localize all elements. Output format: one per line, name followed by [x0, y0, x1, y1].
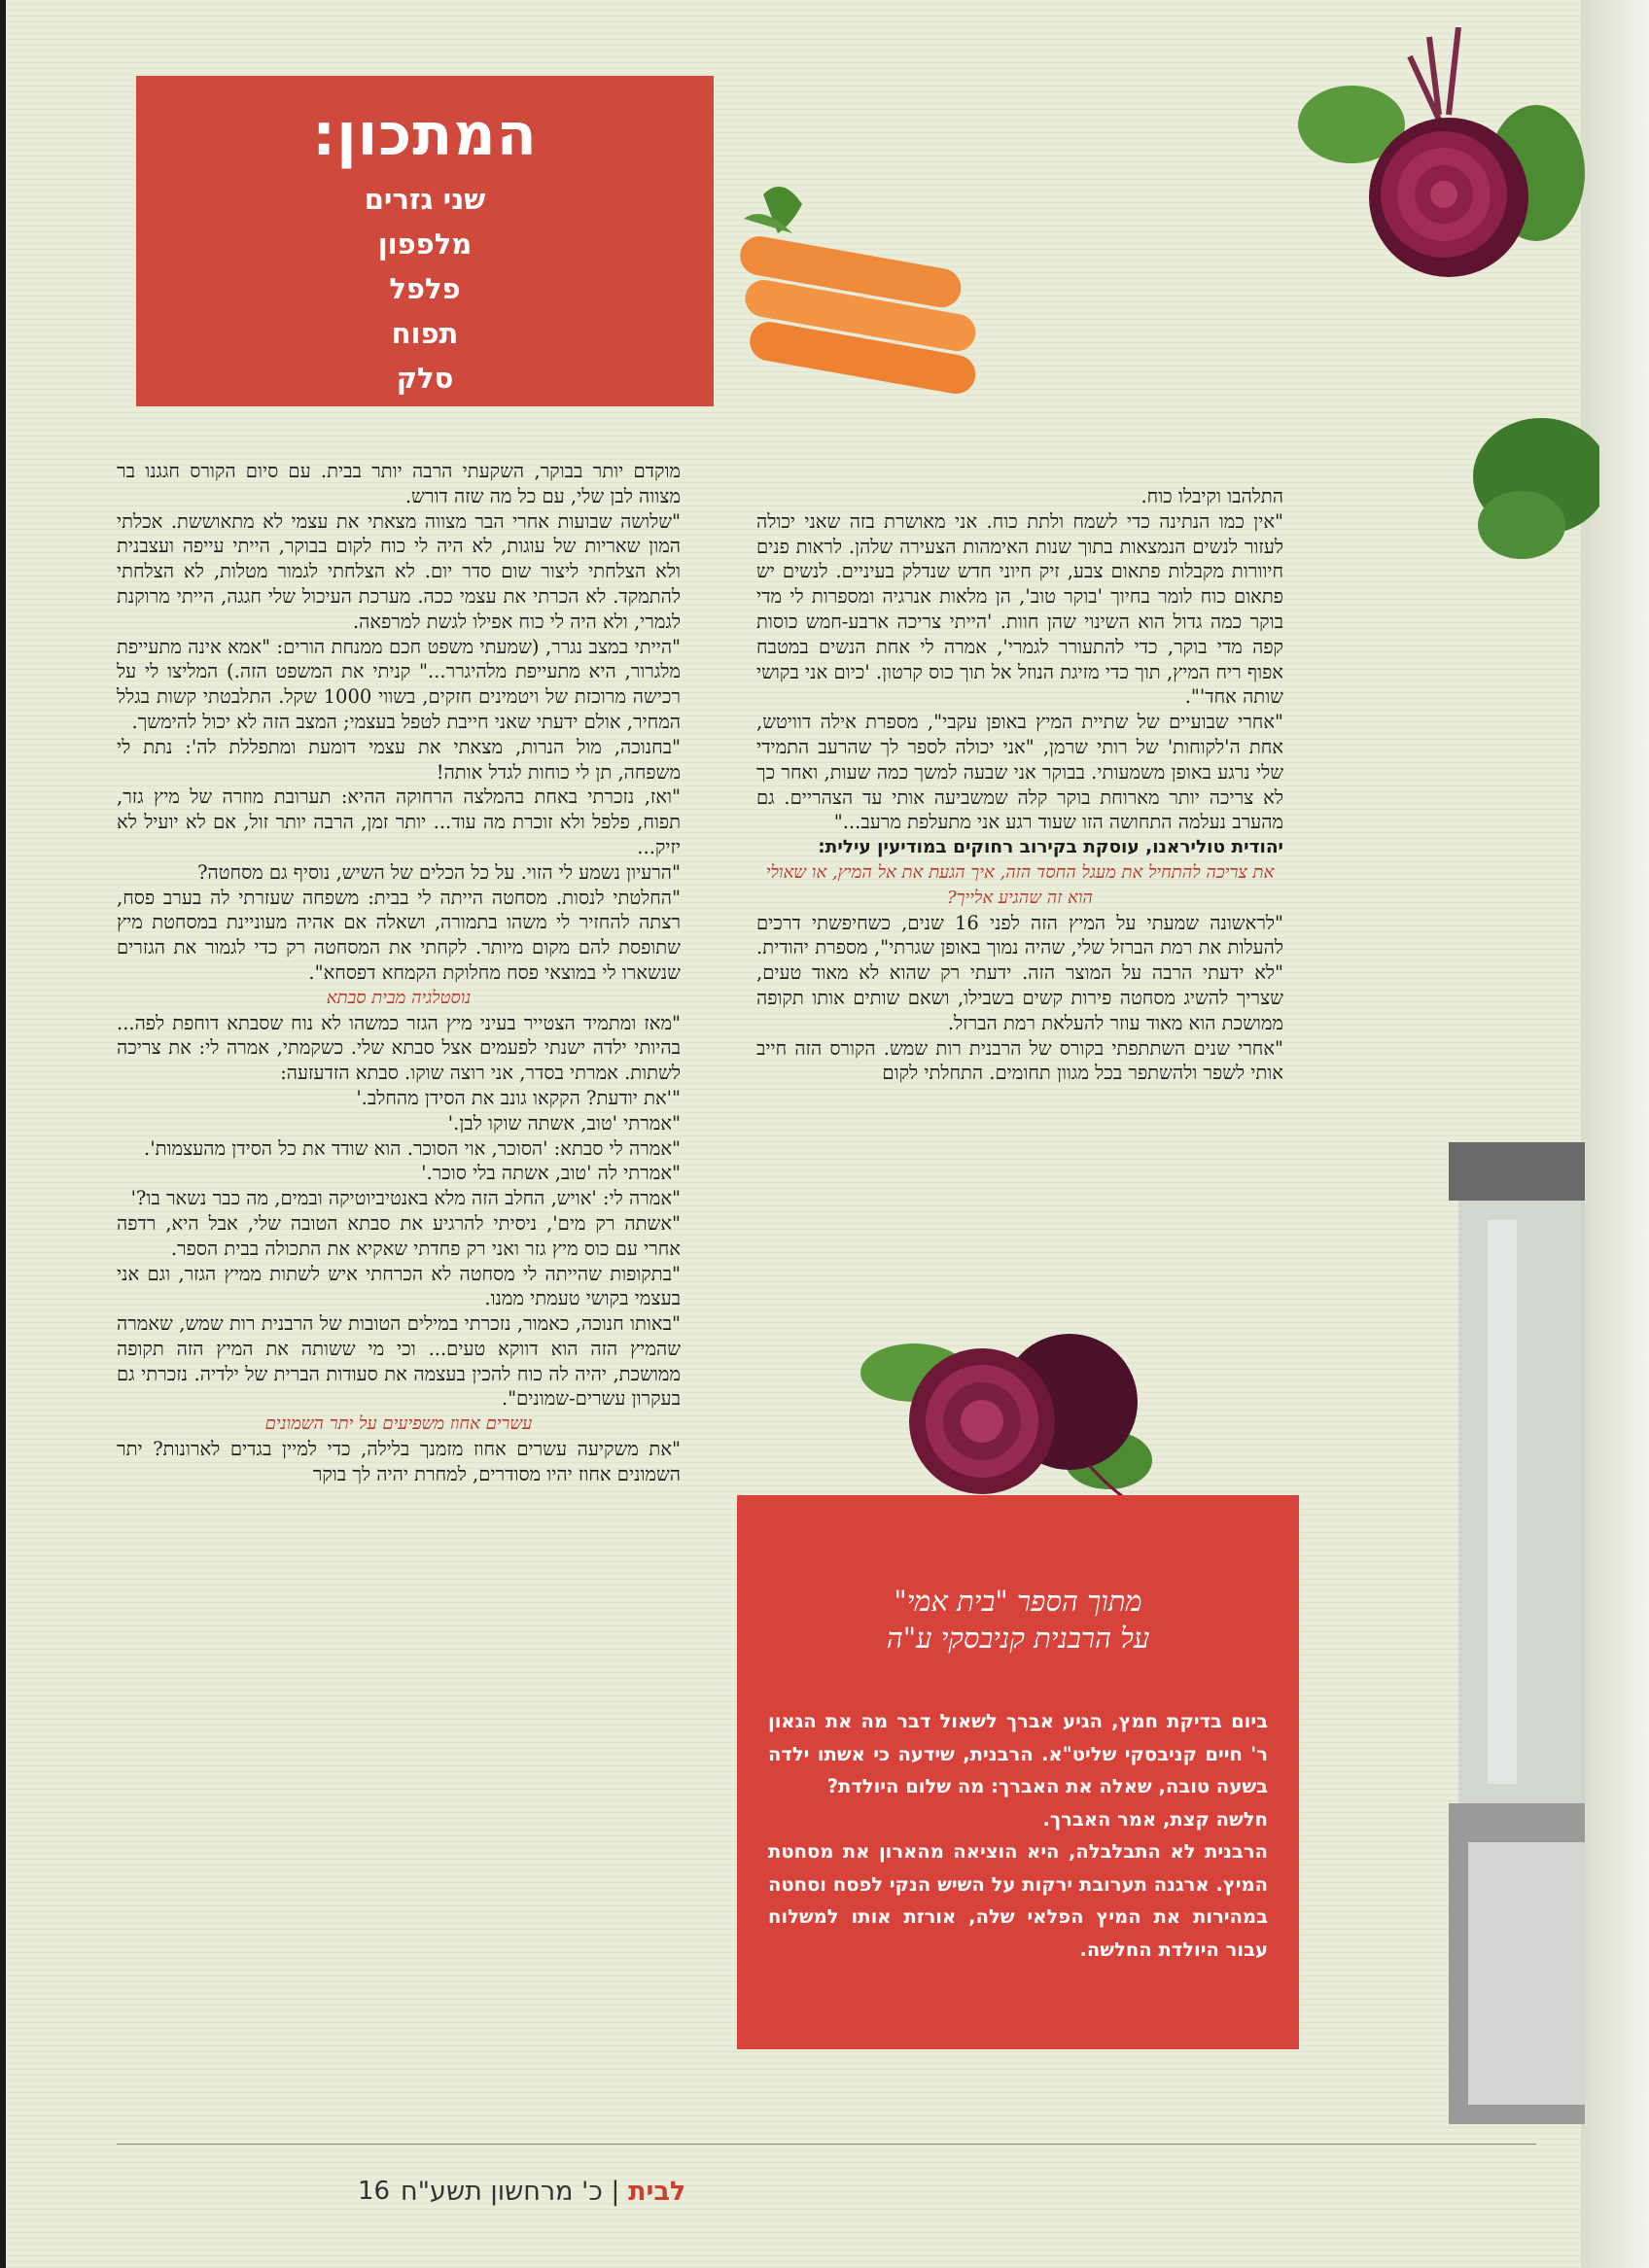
paragraph: מוקדם יותר בבוקר, השקעתי הרבה יותר בבית. עם סיום הקורס חגגנו בר מצווה לבן שלי, עם כל מה שזה דורש. [117, 460, 681, 507]
excerpt-heading [756, 1583, 1280, 1657]
recipe-title: המתכון: [312, 101, 538, 169]
paragraph: "אין כמו הנתינה כדי לשמח ולתת כוח. אני מאושרת בזה שאני יכולה לעזור לנשים הנמצאות בתוך שנות האימהות הצעירה שלהן. לראות פנים חיוורות מקבלות פתאום צבע, זיק חיוני חדש שנדלק בעיניים. לנשים יש פתאום כוח לומר בחיוך 'בוקר טוב', הן מלאות אנרגיה ומספרות לי מדי בוקר כמה גדול הוא השינוי שהן חוות. 'הייתי צריכה ארבע-חמש כוסות קפה מדי בוקר, כדי להתעורר לגמרי', אמרה לי אחת הנשים במטבח אפוף ריח המיץ, תוך כדי מזיגת הנוזל אל תוך כוס קרטון. 'כיום אני בקושי שותה אחד'". [756, 509, 1283, 709]
book-excerpt-box [737, 1495, 1299, 2049]
handwritten-subheading: נוסטלגיה מבית סבתא [326, 987, 472, 1008]
article-column-left [117, 459, 681, 1487]
handwritten-question: את צריכה להתחיל את מעגל החסד הזה, איך הגעת את אל המיץ, או שאולי הוא זה שהגיע אלייך? [765, 861, 1275, 908]
paragraph: "ואז, נזכרתי באחת בהמלצה הרחוקה ההיא: תערובת מוזרה של מיץ גזר, תפוח, פלפל ולא זוכרת מה עוד... יותר זמן, הרבה יותר זול, אם לא יועיל לא יזיק... [117, 785, 681, 858]
page-fold-edge [1581, 0, 1649, 2268]
paragraph: "לראשונה שמעתי על המיץ הזה לפני 16 שנים, כשחיפשתי דרכים להעלות את רמת הברזל שלי, שהיה נמוך באופן שגרתי", מספרת יהודית. "לא ידעתי הרבה על המוצר הזה. ידעתי רק שהוא לא מאוד טעים, שצריך להשיג מסחטה פירות קשים בשבילו, ושאם שותים אותו תקופה ממושכת הוא מאוד עוזר להעלאת רמת הברזל. [756, 911, 1283, 1034]
paragraph: "אמרה לי סבתא: 'הסוכר, אוי הסוכר. הוא שודד את כל הסידן מהעצמות'. [144, 1136, 681, 1160]
excerpt-paragraph: חלשה קצת, אמר האברך. [1042, 1807, 1268, 1831]
paragraph: "הייתי במצב נגרר, (שמעתי משפט חכם ממנחת הורים: "אמא אינה מתעייפת מלגרור, היא מתעייפת מלהיגרר..." קניתי את המשפט הזה.) המליצו לי על רכישה מרוכזת של ויטמינים חזקים, בשווי 1000 שקל. התלבטתי קשות בגלל המחיר, אולם ידעתי שאני חייבת לטפל בעצמי; המצב הזה לא יכול להימשך. [117, 635, 681, 733]
excerpt-heading-line: מתוך הספר "בית אמי" [894, 1585, 1142, 1618]
ingredient: מלפפון [377, 227, 473, 261]
paragraph: "אשתה רק מים', ניסיתי להרגיע את סבתא הטובה שלי, אבל היא, רדפה אחרי עם כוס מיץ גזר ואני רק פחדתי שאקיא את התכולה בבית הספר. [117, 1211, 681, 1260]
article-column-right [756, 484, 1283, 1086]
handwritten-subheading: עשרים אחוז משפיעים על יתר השמונים [264, 1413, 533, 1435]
paragraph: "אמרתי לה 'טוב, אשתה בלי סוכר.' [421, 1162, 681, 1185]
cucumber-image [1463, 399, 1599, 564]
footer-separator: | [611, 2177, 620, 2207]
paragraph: "אמרתי 'טוב, אשתה שוקו לבן.' [447, 1111, 681, 1134]
paragraph: "אחרי שבועיים של שתיית המיץ באופן עקבי", מספרת אילה דוויטש, אחת ה'לקוחות' של רותי שרמן, "אני יכולה לספר לך שהרעב התמידי שלי נרגע באופן משמעותי. בבוקר אני שבעה למשך כמה שעות, ואחר כך לא צריכה יותר מארוחת בוקר קלה שמשביעה אותי עד הצהריים. גם מהערב נעלמה התחושה הזו שעוד רגע אני מתעלפת מרעב..." [756, 711, 1283, 834]
paragraph: התלהבו וקיבלו כוח. [1140, 485, 1283, 507]
magazine-name: לבית [628, 2177, 686, 2207]
footer-text [401, 2177, 685, 2207]
carrots-image [724, 175, 1016, 408]
paragraph: "באותו חנוכה, כאמור, נזכרתי במילים הטובות של הרבנית רות שמש, שאמרה שהמיץ הזה הוא דווקא טעים... וכי מי ששותה את המיץ הזה תקופה ממושכת, יהיה לה כוח להכין בעצמה את סעודות הברית של ילדיה. נזכרתי גם בעקרון עשרים-שמונים". [117, 1312, 681, 1411]
footer-divider [117, 2144, 1536, 2145]
paragraph: "אחרי שנים השתתפתי בקורס של הרבנית רות שמש. הקורס הזה חייב אותי לשפר ולהשתפר בכל מגוון תחומים. התחלתי לקום [756, 1036, 1283, 1085]
paragraph: "שלושה שבועות אחרי הבר מצווה מצאתי את עצמי לא מתאוששת. אכלתי המון שאריות של עוגות, לא היה לי כוח לקום בבוקר, הייתי עייפה ועצבנית ולא הצלחתי ליצור שום סדר יום. לא הצלחתי לגמור מטלות, לא הצלחתי להתמקד. לא הכרתי את עצמי ככה. מערכת העיכול שלי חגגה, הייתי מרוקנת לגמרי, ולא היה לי כוח אפילו לגשת למרפאה. [117, 509, 681, 633]
page-number: 16 [358, 2177, 391, 2206]
paragraph: "אמרה לי: 'אויש, החלב הזה מלא באנטיביוטיקה ובמים, מה כבר נשאר בו?' [130, 1187, 681, 1210]
scan-edge [0, 0, 6, 2268]
excerpt-paragraph: הרבנית לא התבלבלה, היא הוציאה מהארון את מסחטת המיץ. ארגנה תערובת ירקות על השיש הנקי לפסח וסחטה במהירות את המיץ הפלאי שלה, אורזת אותו למשלוח עבור היולדת החלשה. [768, 1840, 1268, 1961]
excerpt-paragraph: ביום בדיקת חמץ, הגיע אברך לשאול דבר מה את הגאון ר' חיים קניבסקי שליט"א. הרבנית, שידעה כי אשתו ילדה בשעה טובה, שאלה את האברך: מה שלום היולדת? [768, 1710, 1268, 1797]
recipe-ingredients [136, 177, 714, 401]
paragraph: "הרעיון נשמע לי הזוי. על כל הכלים של השיש, נוסיף גם מסחטה? [197, 860, 681, 884]
blender-image [1429, 1142, 1585, 2124]
page-footer [0, 2134, 1649, 2221]
ingredient: שני גזרים [364, 183, 486, 216]
ingredient: תפוח [391, 317, 459, 350]
paragraph: "את משקיעה עשרים אחוז מזמנך בלילה, כדי למיין בגדים לארונות? יתר השמונים אחוז יהיו מסודרים, למחרת יהיה לך בוקר [117, 1438, 681, 1485]
excerpt-heading-line: על הרבנית קניבסקי ע"ה [886, 1622, 1150, 1655]
paragraph: "החלטתי לנסות. מסחטה הייתה לי בבית: משפחה שעזרתי לה בערב פסח, רצתה להחזיר לי משהו בתמורה, ושאלה אם אהיה מעוניינת במסחטת מיץ שתופסת להם מקום מיותר. לקחתי את המסחטה רק כדי לגמור את הגזרים שנשארו לי במוצאי פסח מחלוקת הקמחא דפסחא". [117, 886, 681, 984]
paragraph: "בתקופות שהייתה לי מסחטה לא הכרחתי איש לשתות ממיץ הגזר, וגם אני בעצמי בקושי טעמתי ממנו. [117, 1262, 681, 1310]
paragraph: "בחנוכה, מול הנרות, מצאתי את עצמי דומעת ומתפללת לה': נתת לי משפחה, תן לי כוחות לגדל אותה! [117, 735, 681, 784]
recipe-box [136, 76, 714, 406]
paragraph: "מאז ומתמיד הצטייר בעיני מיץ הגזר כמשהו לא נוח שסבתא דוחפת לפה... בהיותי ילדה ישנתי לפעמים אצל סבתא שלי. כשקמתי, אמרה לי: את צריכה לשתות. אמרתי בסדר, אני רוצה שוקו. סבתא הזדעזעה: [117, 1011, 681, 1085]
paragraph: "'את יודעת? הקקאו גונב את הסידן מהחלב.' [356, 1086, 681, 1109]
excerpt-body [768, 1705, 1268, 1966]
beet-image-top [1293, 27, 1585, 309]
interviewee-heading: יהודית טוליראנו, עוסקת בקירוב רחוקים במודיעין עילית: [818, 837, 1283, 858]
ingredient: פלפל [389, 272, 461, 305]
issue-date: כ' מרחשון תשע"ח [401, 2177, 603, 2207]
ingredient: סלק [396, 362, 454, 395]
